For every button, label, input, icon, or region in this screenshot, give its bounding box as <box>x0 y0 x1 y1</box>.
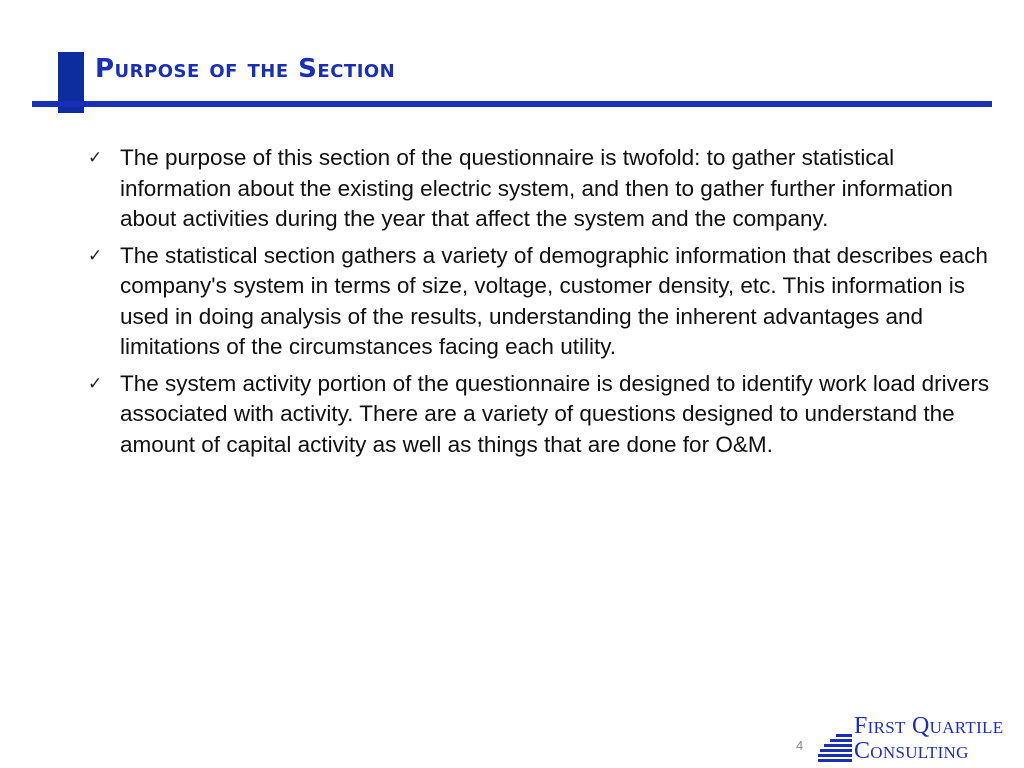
company-logo <box>818 712 1024 768</box>
bullet-list <box>88 143 993 466</box>
page-number: 4 <box>796 738 804 753</box>
bullet-item <box>88 143 993 235</box>
bullet-text: The statistical section gathers a variety of demographic information that describes each company's system in terms of size, voltage, customer density, etc. This information is used in doing analysis of the results, understanding the inherent advantages and limitations of the circumstances facing each utility. <box>120 242 988 359</box>
title-divider <box>32 101 992 107</box>
bullet-item <box>88 241 993 363</box>
check-icon: ✓ <box>88 148 103 168</box>
bullet-item <box>88 369 993 461</box>
logo-line-1: First Quartile <box>854 713 1004 739</box>
bullet-text: The system activity portion of the questionnaire is designed to identify work load drivers associated with activity. There are a variety of questions designed to understand the amount of capital activity as well as things that are done for O&M. <box>120 370 990 457</box>
check-icon: ✓ <box>88 245 103 266</box>
logo-wordmark <box>854 714 1003 764</box>
logo-bars-icon <box>818 712 858 768</box>
check-icon: ✓ <box>88 373 103 394</box>
logo-line-2: Consulting <box>854 738 969 764</box>
bullet-text: The purpose of this section of the questionnaire is twofold: to gather statistical information about the existing electric system, and then to gather further information about activities during the year that affect the system and the company. <box>120 145 953 231</box>
slide-title: Purpose of the Section <box>95 54 396 84</box>
